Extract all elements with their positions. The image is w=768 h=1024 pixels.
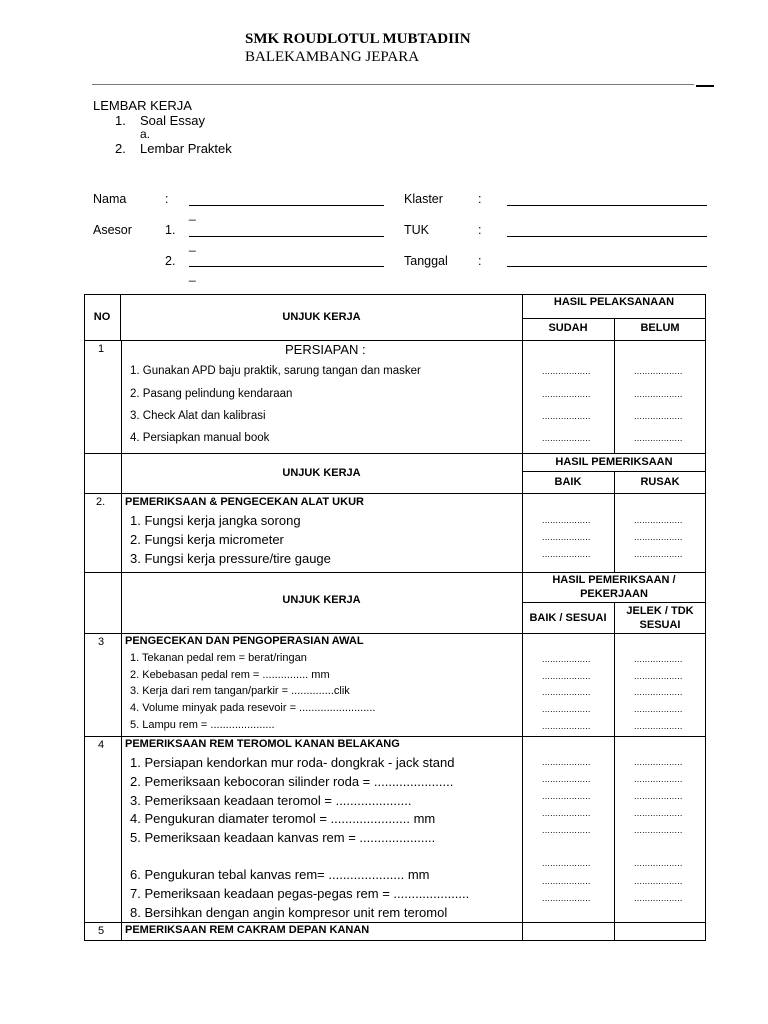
tanggal-label: Tanggal xyxy=(404,254,448,268)
header-rusak: RUSAK xyxy=(640,476,680,488)
klaster-field[interactable] xyxy=(507,205,707,206)
dash: _ xyxy=(189,268,196,282)
check-dots[interactable]: .................. xyxy=(542,671,591,681)
table-border xyxy=(84,922,706,923)
table-border xyxy=(705,294,706,941)
check-dots[interactable]: .................. xyxy=(634,532,683,542)
check-dots[interactable]: .................. xyxy=(542,366,591,376)
table-border xyxy=(84,572,706,573)
asesor-2-num: 2. xyxy=(165,254,176,268)
check-dots[interactable]: .................. xyxy=(542,532,591,542)
check-dots[interactable]: .................. xyxy=(542,549,591,559)
table-border xyxy=(84,493,706,494)
header-jelek-tdk-sesuai: JELEK / TDK xyxy=(626,605,694,617)
check-dots[interactable]: .................. xyxy=(634,515,683,525)
list-item: 3. Fungsi kerja pressure/tire gauge xyxy=(130,551,331,566)
colon: : xyxy=(478,223,482,237)
list-item: 4. Volume minyak pada resevoir = ......................... xyxy=(130,702,376,714)
table-border xyxy=(84,453,706,454)
check-dots[interactable]: .................. xyxy=(634,893,683,903)
list-item: 2. Pasang pelindung kendaraan xyxy=(130,388,293,400)
row-number: 1 xyxy=(98,343,105,355)
row-number: 2. xyxy=(96,496,106,508)
worksheet-item-num: 2. xyxy=(115,141,126,156)
table-border xyxy=(614,318,615,453)
worksheet-item-num: a. xyxy=(140,127,151,141)
colon: : xyxy=(165,192,169,206)
list-item: 3. Check Alat dan kalibrasi xyxy=(130,410,266,422)
check-dots[interactable]: .................. xyxy=(634,366,683,376)
section-title: PEMERIKSAAN & PENGECEKAN ALAT UKUR xyxy=(125,496,364,508)
header-jelek-tdk-sesuai: SESUAI xyxy=(639,619,681,631)
check-dots[interactable]: .................. xyxy=(634,825,683,835)
table-border xyxy=(121,340,122,941)
check-dots[interactable]: .................. xyxy=(634,411,683,421)
check-dots[interactable]: .................. xyxy=(542,774,591,784)
tuk-field[interactable] xyxy=(507,236,707,237)
check-dots[interactable]: .................. xyxy=(634,791,683,801)
header-unjuk-kerja: UNJUK KERJA xyxy=(282,594,361,606)
list-item: 2. Fungsi kerja micrometer xyxy=(130,532,284,547)
nama-label: Nama xyxy=(93,192,127,206)
colon: : xyxy=(478,192,482,206)
dash: _ xyxy=(189,238,196,252)
list-item: 1. Tekanan pedal rem = berat/ringan xyxy=(130,652,307,664)
asesor-label: Asesor xyxy=(93,223,132,237)
list-item: 3. Kerja dari rem tangan/parkir = ..............clik xyxy=(130,685,350,697)
klaster-label: Klaster xyxy=(404,192,443,206)
check-dots[interactable]: .................. xyxy=(634,721,683,731)
check-dots[interactable]: .................. xyxy=(634,774,683,784)
header-hasil-pemeriksaan: HASIL PEMERIKSAAN xyxy=(555,456,673,468)
dash: _ xyxy=(189,207,196,221)
check-dots[interactable]: .................. xyxy=(634,433,683,443)
check-dots[interactable]: .................. xyxy=(542,389,591,399)
list-item: 1. Fungsi kerja jangka sorong xyxy=(130,513,301,528)
check-dots[interactable]: .................. xyxy=(542,808,591,818)
colon: : xyxy=(478,254,482,268)
worksheet-title: LEMBAR KERJA xyxy=(93,98,192,113)
table-border xyxy=(84,736,706,737)
check-dots[interactable]: .................. xyxy=(542,757,591,767)
header-hasil-pemeriksaan-pekerjaan: PEKERJAAN xyxy=(580,588,648,600)
list-item: 6. Pengukuran tebal kanvas rem= ..................... mm xyxy=(130,867,430,882)
list-item: 2. Kebebasan pedal rem = ............... mm xyxy=(130,669,330,681)
check-dots[interactable]: .................. xyxy=(634,389,683,399)
check-dots[interactable]: .................. xyxy=(634,704,683,714)
list-item: 2. Pemeriksaan kebocoran silinder roda = ...................... xyxy=(130,774,454,789)
table-border xyxy=(84,940,706,941)
worksheet-item-num: 1. xyxy=(115,113,126,128)
list-item: 5. Lampu rem = ..................... xyxy=(130,719,275,731)
check-dots[interactable]: .................. xyxy=(542,858,591,868)
check-dots[interactable]: .................. xyxy=(542,704,591,714)
check-dots[interactable]: .................. xyxy=(634,671,683,681)
header-baik: BAIK xyxy=(554,476,582,488)
check-dots[interactable]: .................. xyxy=(542,876,591,886)
school-location: BALEKAMBANG JEPARA xyxy=(245,49,420,65)
list-item: 3. Pemeriksaan keadaan teromol = ..................... xyxy=(130,793,412,808)
header-hasil-pelaksanaan: HASIL PELAKSANAAN xyxy=(553,296,675,308)
header-unjuk-kerja: UNJUK KERJA xyxy=(282,311,361,323)
check-dots[interactable]: .................. xyxy=(634,549,683,559)
list-item: 1. Gunakan APD baju praktik, sarung tangan dan masker xyxy=(130,365,421,377)
check-dots[interactable]: .................. xyxy=(634,808,683,818)
asesor-1-num: 1. xyxy=(165,223,176,237)
header-no: NO xyxy=(93,311,111,323)
row-number: 5 xyxy=(98,925,105,937)
check-dots[interactable]: .................. xyxy=(634,876,683,886)
table-border xyxy=(84,340,706,341)
list-item: 8. Bersihkan dengan angin kompresor unit rem teromol xyxy=(130,905,448,920)
check-dots[interactable]: .................. xyxy=(542,825,591,835)
table-border xyxy=(84,294,85,941)
section-title: PEMERIKSAAN REM CAKRAM DEPAN KANAN xyxy=(125,924,370,936)
section-title: PENGECEKAN DAN PENGOPERASIAN AWAL xyxy=(125,635,364,647)
asesor-2-field[interactable] xyxy=(189,266,384,267)
check-dots[interactable]: .................. xyxy=(634,858,683,868)
section-title: PEMERIKSAAN REM TEROMOL KANAN BELAKANG xyxy=(125,738,400,750)
check-dots[interactable]: .................. xyxy=(542,654,591,664)
check-dots[interactable]: .................. xyxy=(542,721,591,731)
check-dots[interactable]: .................. xyxy=(634,687,683,697)
tanggal-field[interactable] xyxy=(507,266,707,267)
check-dots[interactable]: .................. xyxy=(634,654,683,664)
check-dots[interactable]: .................. xyxy=(542,687,591,697)
worksheet-item-label: Soal Essay xyxy=(140,113,206,128)
header-sudah: SUDAH xyxy=(548,322,588,334)
list-item: 1. Persiapan kendorkan mur roda- dongkrak - jack stand xyxy=(130,755,455,770)
header-baik-sesuai: BAIK / SESUAI xyxy=(529,612,607,624)
table-border xyxy=(84,294,706,295)
table-border xyxy=(84,633,706,634)
list-item: 5. Pemeriksaan keadaan kanvas rem = ..................... xyxy=(130,830,436,845)
check-dots[interactable]: .................. xyxy=(542,515,591,525)
header-divider xyxy=(92,84,694,85)
list-item: 4. Pengukuran diamater teromol = ...................... mm xyxy=(130,811,436,826)
list-item: 4. Persiapkan manual book xyxy=(130,432,270,444)
check-dots[interactable]: .................. xyxy=(542,791,591,801)
check-dots[interactable]: .................. xyxy=(542,411,591,421)
nama-field[interactable] xyxy=(189,205,384,206)
school-name: SMK ROUDLOTUL MUBTADIIN xyxy=(245,31,471,47)
check-dots[interactable]: .................. xyxy=(542,893,591,903)
header-unjuk-kerja: UNJUK KERJA xyxy=(282,467,361,479)
check-dots[interactable]: .................. xyxy=(634,757,683,767)
header-belum: BELUM xyxy=(640,322,680,334)
header-hasil-pemeriksaan-pekerjaan: HASIL PEMERIKSAAN / xyxy=(552,574,676,586)
row-number: 4 xyxy=(98,739,105,751)
header-divider-end xyxy=(696,85,714,87)
tuk-label: TUK xyxy=(404,223,429,237)
section-title: PERSIAPAN : xyxy=(285,342,366,357)
table-border xyxy=(614,602,615,941)
asesor-1-field[interactable] xyxy=(189,236,384,237)
row-number: 3 xyxy=(98,636,105,648)
worksheet-item-label: Lembar Praktek xyxy=(140,141,232,156)
check-dots[interactable]: .................. xyxy=(542,433,591,443)
list-item: 7. Pemeriksaan keadaan pegas-pegas rem = ..................... xyxy=(130,886,470,901)
